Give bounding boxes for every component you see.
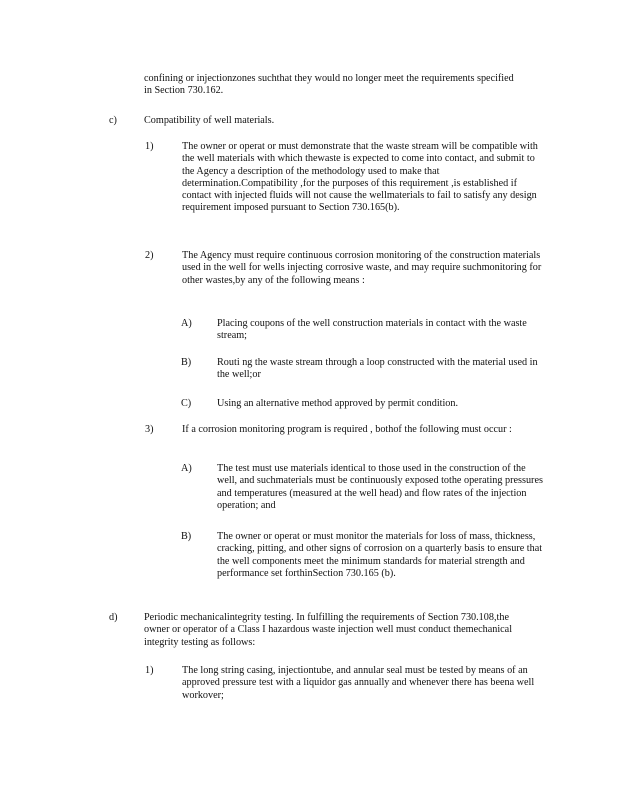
section-c-item-2-sub-c-text: Using an alternative method approved by permit condition. — [217, 398, 459, 409]
section-c-item-3-sub-b-marker: B) — [181, 531, 192, 542]
section-c-item-3-text: If a corrosion monitoring program is required , bothof the following must occur : — [182, 424, 512, 435]
section-c-item-3-sub-a-text: The test must use materials identical to those used in the construction of the well, and suchmaterials must be continuously exposed tothe operating pressures and temperatures (measured at the well head) and flow rates of the injection operation; and — [217, 463, 543, 511]
section-c-item-2-text: The Agency must require continuous corrosion monitoring of the construction materials used in the well for wells injecting corrosive waste, and may require suchmonitoring for other wastes,by any of the following means : — [182, 250, 542, 286]
section-c-item-3-sub-a-marker: A) — [181, 463, 192, 474]
section-d-item-1-marker: 1) — [145, 665, 154, 676]
section-c-marker: c) — [109, 115, 117, 126]
section-c-item-1-marker: 1) — [145, 141, 154, 152]
section-c-item-2-sub-a-marker: A) — [181, 318, 192, 329]
section-c-item-2-marker: 2) — [145, 250, 154, 261]
section-c-item-2-sub-b-text: Routi ng the waste stream through a loop constructed with the material used in the well;or — [217, 357, 538, 381]
section-c-item-1-text: The owner or operat or must demonstrate that the waste stream will be compatible with the well materials with which thewaste is expected to come into contact, and submit to the Agency a description of the methodology used to make that determination.Compatibility ,for the purposes of this requirement ,is established if contact with injected fluids will not cause the wellmaterials to fail to satisfy any design requirement imposed pursuant to Section 730.165(b). — [182, 141, 538, 214]
section-c-item-2-sub-a-text: Placing coupons of the well construction materials in contact with the waste stream; — [217, 318, 527, 342]
section-c-item-2-sub-c-marker: C) — [181, 398, 192, 409]
section-c-item-2-sub-b-marker: B) — [181, 357, 192, 368]
section-d-marker: d) — [109, 612, 118, 623]
intro-paragraph: confining or injectionzones suchthat they would no longer meet the requirements specified in Section 730.162. — [144, 73, 514, 97]
section-d-item-1-text: The long string casing, injectiontube, and annular seal must be tested by means of an approved pressure test with a liquidor gas annually and whenever there has beena well workover; — [182, 665, 535, 701]
section-c-item-3-marker: 3) — [145, 424, 154, 435]
section-c-item-3-sub-b-text: The owner or operat or must monitor the materials for loss of mass, thickness, cracking, pitting, and other signs of corrosion on a quarterly basis to ensure that the well components meet the minimum standards for material strength and performance set forthinSection 730.165 (b). — [217, 531, 543, 579]
section-c-heading: Compatibility of well materials. — [144, 115, 275, 126]
section-d-heading: Periodic mechanicalintegrity testing. In fulfilling the requirements of Section 730.108,the owner or operator of a Class I hazardous waste injection well must conduct themechanical integrity testing as follows: — [144, 612, 513, 648]
